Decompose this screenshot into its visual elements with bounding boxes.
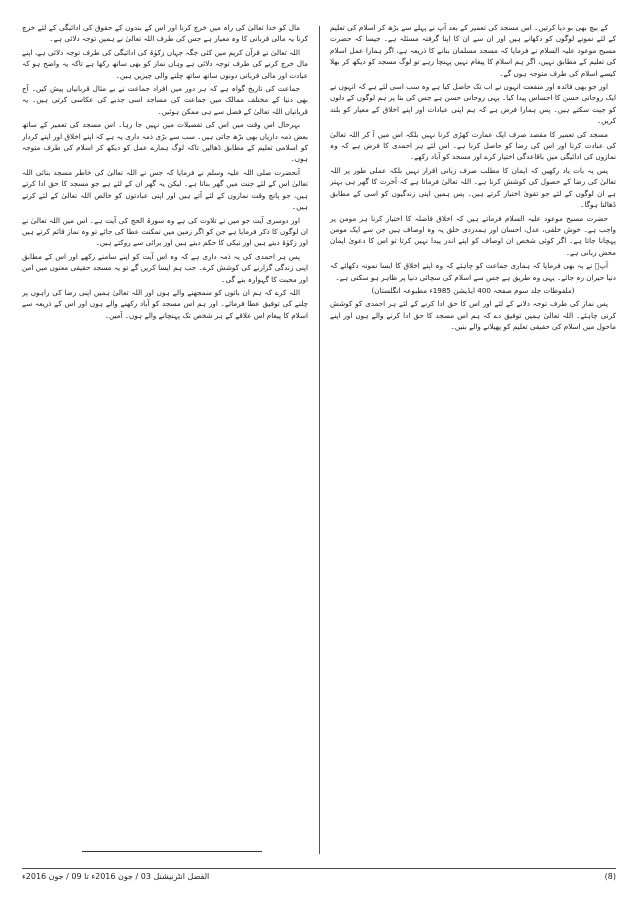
issue-date: الفضل انٹرنیشنل 03 / جون 2016ء تا 09 / جون 2016ء [22,872,210,881]
page-number: (8) [604,872,616,881]
left-paragraph: اللہ تعالیٰ نے قرآن کریم میں کئی جگہ جہاں زکوٰۃ کی ادائیگی کی طرف توجہ دلائی ہے، اپنے مال خرچ کرنے کی طرف توجہ دلائی ہے وہاں نماز کو بھی ساتھ رکھا ہے تاکہ یہ واضح ہو کہ عبادت اور مالی قربانی دونوں ساتھ ساتھ چلنے والی چیزیں ہیں۔ [22,47,308,80]
left-paragraph: بہرحال اس وقت میں اس کی تفصیلات میں نہیں جا رہا۔ اس مسجد کی تعمیر کے ساتھ بعض ذمہ داریاں بھی بڑھ جاتی ہیں۔ سب سے بڑی ذمہ داری یہ ہے کہ اپنے اخلاق اور اپنے کردار کو اسلامی تعلیم کے مطابق ڈھالیں تاکہ لوگ ہمارے عمل کو دیکھ کر اسلام کی طرف متوجہ ہوں۔ [22,120,308,164]
article-end-rule [82,851,262,852]
page-footer [22,868,616,885]
right-paragraph: پس نماز کی طرف توجہ دلانے کے لئے اور اس کا حق ادا کرنے کے لئے ہر احمدی کو کوشش کرنی چاہئے۔ اللہ تعالیٰ ہمیں توفیق دے کہ ہم اس مسجد کا حق ادا کرنے والے ہوں اور اپنے ماحول میں اسلام کی حقیقی تعلیم کو پھیلانے والے بنیں۔ [330,299,616,332]
right-paragraph: پس یہ بات یاد رکھیں کہ ایمان کا مطلب صرف زبانی اقرار نہیں بلکہ عملی طور پر اللہ تعالیٰ کی رضا کے حصول کی کوشش کرنا ہے۔ اللہ تعالیٰ فرماتا ہے کہ آخرت کا گھر ہی بہتر ہے ان لوگوں کے لئے جو تقویٰ اختیار کرتے ہیں۔ پس ہمیں اپنی زندگیوں کو اسی کے مطابق ڈھالنا ہوگا۔ [330,165,616,210]
right-paragraph: مسجد کی تعمیر کا مقصد صرف ایک عمارت کھڑی کرنا نہیں بلکہ اس میں آ کر اللہ تعالیٰ کی عبادت کرنا اور اس کی رضا کو حاصل کرنا ہے۔ اس لئے ہر احمدی کا فرض ہے کہ وہ نمازوں کی ادائیگی میں باقاعدگی اختیار کرے اور مسجد کو آباد رکھے۔ [330,129,616,162]
right-paragraph: کے بیچ بھی بو دیا کرتیں۔ اس مسجد کی تعمیر کے بعد آپ نے پہلے سے بڑھ کر اسلام کی تعلیم کے لئے نمونے لوگوں کو دکھانے ہیں اور ان سے ان کا اپنا گرفتہ مسئلہ ہے۔ جیسا کہ حضرت مسیح موعود علیہ السلام نے فرمایا کہ مسجد مسلمان بنانے کا ذریعہ ہے، اگر ہمارا عمل اسلام کی تعلیم کے مطابق نہیں، اگر ہم اسلام کا پیغام نہیں پہنچا رہے تو لوگ مسجد کو دیکھ کر بھلا کیسے اسلام کی طرف متوجہ ہوں گے۔ [330,23,616,78]
left-paragraph: اللہ کرے کہ ہم ان باتوں کو سمجھنے والے ہوں اور اللہ تعالیٰ ہمیں اپنی رضا کی راہوں پر چلنے کی توفیق عطا فرمائے۔ اور ہم اس مسجد کو آباد رکھنے والے ہوں اور اس کے ذریعہ سے اسلام کا پیغام اس علاقے کے ہر شخص تک پہنچانے والے ہوں۔ آمین۔ [22,287,308,320]
left-column [22,22,308,860]
reference-citation: (ملفوظات جلد سوم صفحہ 400 ایڈیشن 1985ء مطبوعہ انگلستان) [371,285,575,295]
right-column [330,22,616,860]
column-divider [319,26,320,854]
left-paragraph: آنحضرت صلی اللہ علیہ وسلم نے فرمایا کہ جس نے اللہ تعالیٰ کی خاطر مسجد بنائی اللہ تعالیٰ اس کے لئے جنت میں گھر بناتا ہے۔ لیکن یہ گھر ان کے لئے ہے جو مسجد کا حق ادا کرتے ہیں، جو پانچ وقت نمازوں کے لئے آتے ہیں اور اپنی عبادتوں کو خالص اللہ تعالیٰ کے لئے کرتے ہیں۔ [22,167,308,212]
newspaper-page [22,22,616,860]
right-paragraph: اور جو بھی فائدہ اور منفعت انہوں نے اب تک حاصل کیا ہے وہ سب اسی لئے ہے کہ انہوں نے ایک روحانی حسن کا احساس پیدا کیا۔ یہی روحانی حسن ہے جس کی بنا پر ہم لوگوں کے دلوں کو جیت سکتے ہیں۔ پس ہمارا فرض ہے کہ ہم اپنی عبادات اور اپنے اخلاق کے معیار کو بلند کریں۔ [330,82,616,126]
right-paragraph: حضرت مسیح موعود علیہ السلام فرماتے ہیں کہ اخلاق فاضلہ کا اختیار کرنا ہر مومن پر واجب ہے۔ خوش خلقی، عدل، احسان اور ہمدردی خلق یہ وہ اوصاف ہیں جن سے ایک مومن پہچانا جاتا ہے۔ اگر کوئی شخص ان اوصاف کو اپنے اندر پیدا نہیں کرتا تو اس کا دعویٰ ایمان محض زبانی ہے۔ [330,213,616,257]
left-paragraph: پس ہر احمدی کی یہ ذمہ داری ہے کہ وہ اس آیت کو اپنے سامنے رکھے اور اس کے مطابق اپنی زندگی گزارنے کی کوشش کرے۔ جب ہم ایسا کریں گے تو یہ مسجد حقیقی معنوں میں امن اور محبت کا گہوارہ بنے گی۔ [22,251,308,284]
left-paragraph: مال کو خدا تعالیٰ کی راہ میں خرچ کرنا اور اس کے بندوں کے حقوق کی ادائیگی کے لئے خرچ کرنا یہ مالی قربانی کا وہ معیار ہے جس کی طرف اللہ تعالیٰ نے ہمیں توجہ دلائی ہے۔ [22,23,308,44]
left-paragraph: اور دوسری آیت جو میں نے تلاوت کی ہے وہ سورۃ الحج کی آیت ہے۔ اس میں اللہ تعالیٰ نے ان لوگوں کا ذکر فرمایا ہے جن کو اگر زمین میں تمکنت عطا کی جائے تو وہ نماز قائم کرتے ہیں اور زکوٰۃ دیتے ہیں اور نیکی کا حکم دیتے ہیں اور برائی سے روکتے ہیں۔ [22,215,308,248]
left-paragraph: جماعت کی تاریخ گواہ ہے کہ ہر دور میں افراد جماعت نے بے مثال قربانیاں پیش کیں۔ آج بھی دنیا کے مختلف ممالک میں جماعت کی مساجد اسی جذبے کی عکاسی کرتی ہیں۔ یہ قربانیاں اللہ تعالیٰ کے فضل سے ہی ممکن ہوئیں۔ [22,84,308,116]
right-paragraph: آپؑ نے یہ بھی فرمایا کہ ہماری جماعت کو چاہئے کہ وہ اپنے اخلاق کا ایسا نمونہ دکھائے کہ دنیا حیران رہ جائے۔ یہی وہ طریق ہے جس سے اسلام کی سچائی دنیا پر ظاہر ہو سکتی ہے۔ [330,261,616,282]
